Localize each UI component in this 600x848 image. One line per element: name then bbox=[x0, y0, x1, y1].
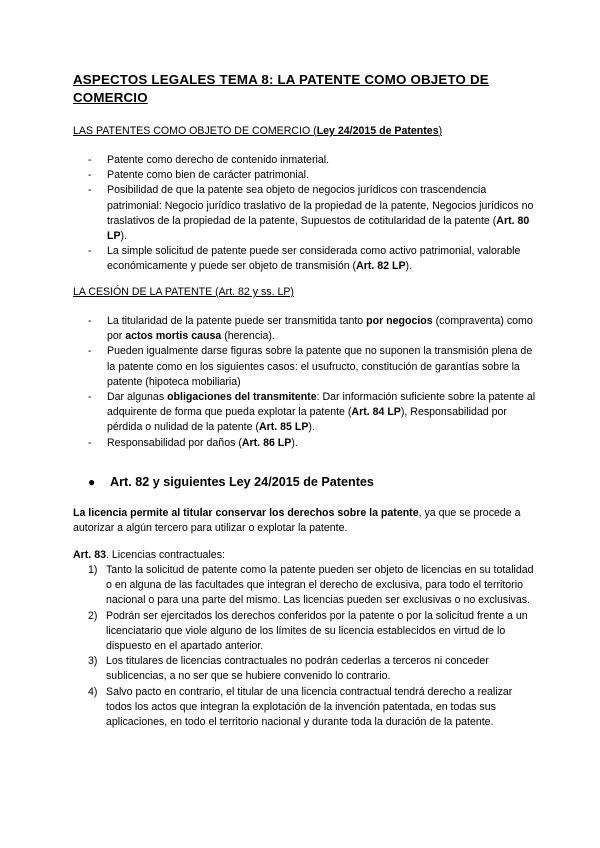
list-item-text: Dar algunas bbox=[107, 391, 168, 404]
list-item bbox=[88, 244, 538, 274]
article-ref: Art. 80 LP bbox=[107, 214, 530, 243]
list-item bbox=[88, 168, 538, 183]
list-item-text: ). bbox=[405, 260, 413, 273]
list-item-text: ). bbox=[291, 436, 298, 449]
list-item-text: La simple solicitud de patente puede ser considerada como activo patrimonial, valorable económicamente y puede ser objeto de transmisión ( bbox=[107, 245, 521, 273]
bold-term: obligaciones del transmitente bbox=[167, 391, 317, 404]
list-item-text: Patente como bien de carácter patrimonial. bbox=[107, 169, 309, 182]
article-ref: Art. 82 LP bbox=[356, 260, 406, 273]
numbered-item bbox=[88, 685, 538, 731]
numbered-item-text: Los titulares de licencias contractuales no podrán cederlas a terceros ni conceder sublicencias, a no ser que se hubiere convenido lo contrario. bbox=[106, 655, 489, 683]
art83-label: Art. 83 bbox=[73, 549, 106, 561]
list-item-text: : Dar información suficiente sobre la patente al adquirente de forma que pueda explotar la patente ( bbox=[107, 391, 536, 419]
numbered-item-text: Salvo pacto en contrario, el titular de una licencia contractual tendrá derecho a realizar todos los actos que integran la explotación de la invención patentada, en todas sus aplicaciones, en todo el territorio nacional y durante toda la duración de la patente. bbox=[106, 685, 513, 729]
item-number: 4) bbox=[88, 685, 98, 698]
licence-bold: La licencia permite al titular conservar los derechos sobre la patente bbox=[73, 507, 419, 519]
section-heading-patents-commerce bbox=[73, 124, 442, 139]
licence-paragraph bbox=[73, 506, 528, 536]
numbered-item bbox=[88, 609, 538, 655]
bullet-dot-icon: ● bbox=[88, 475, 96, 489]
list-item-text: ). bbox=[308, 421, 315, 434]
list-item-text: Posibilidad de que la patente sea objeto de negocios jurídicos con trascendencia patrimonial: Negocio jurídico traslativo de la propiedad de la patente, Negocios jurídicos no traslativos de la propiedad de la patente, Supuestos de cotitularidad de la patente ( bbox=[107, 184, 534, 227]
list-item-text: Responsabilidad por daños ( bbox=[107, 436, 242, 449]
list-item-text: ). bbox=[120, 230, 128, 243]
list-item bbox=[88, 183, 538, 244]
list-item bbox=[88, 153, 538, 168]
section-heading-text: LAS PATENTES COMO OBJETO DE COMERCIO ( bbox=[73, 125, 317, 137]
item-number: 1) bbox=[88, 564, 98, 576]
item-number: 3) bbox=[88, 655, 98, 668]
list-item bbox=[88, 390, 538, 436]
bold-term: actos mortis causa bbox=[125, 330, 222, 343]
bullet-heading bbox=[88, 474, 374, 490]
numbered-item bbox=[88, 654, 538, 684]
section-heading-cession: LA CESIÓN DE LA PATENTE (Art. 82 y ss. LP) bbox=[73, 286, 294, 298]
patents-commerce-list bbox=[88, 153, 538, 275]
numbered-item-text: Tanto la solicitud de patente como la patente pueden ser objeto de licencias en su totalidad o en alguna de las facultades que integran el derecho de exclusiva, para todo el territorio nacional o para una parte del mismo. Las licencias pueden ser exclusivas o no exclusivas. bbox=[106, 564, 534, 607]
licence-text: , ya que se procede a autorizar a algún tercero para utilizar o explotar la patente. bbox=[73, 507, 521, 535]
numbered-item-text: Podrán ser ejercitados los derechos conferidos por la patente o por la solicitud frente a un licenciatario que viole alguno de los límites de su licencia establecidos en virtud de lo dispuesto en el apartado anterior. bbox=[106, 609, 528, 653]
list-item-text: (compraventa) como por bbox=[107, 315, 533, 343]
list-item bbox=[88, 344, 538, 390]
cession-list bbox=[88, 314, 538, 451]
list-item-text: La titularidad de la patente puede ser transmitida tanto bbox=[107, 315, 367, 327]
item-number: 2) bbox=[88, 609, 98, 622]
list-item-text: Pueden igualmente darse figuras sobre la patente que no suponen la transmisión plena de la patente como en los siguientes casos: el usufructo, constitución de garantías sobre la patente (hipoteca mobiliaria) bbox=[107, 345, 533, 388]
art83-heading bbox=[73, 548, 528, 563]
art83-text: . Licencias contractuales: bbox=[105, 549, 225, 561]
page-title: ASPECTOS LEGALES TEMA 8: LA PATENTE COMO OBJETO DE COMERCIO bbox=[73, 72, 489, 105]
article-ref: Art. 85 LP bbox=[258, 421, 309, 434]
list-item bbox=[88, 436, 538, 451]
numbered-item bbox=[88, 563, 538, 609]
list-item-text: ), Responsabilidad por pérdida o nulidad de la patente ( bbox=[107, 406, 507, 434]
art83-list bbox=[88, 563, 538, 730]
list-item-text: (herencia). bbox=[221, 330, 275, 343]
article-ref: Art. 86 LP bbox=[241, 436, 292, 449]
article-ref: Art. 84 LP bbox=[351, 406, 401, 419]
section-heading-end: ) bbox=[438, 125, 443, 137]
bold-term: por negocios bbox=[366, 315, 433, 327]
list-item-text: Patente como derecho de contenido inmaterial. bbox=[107, 154, 330, 166]
bullet-heading-text: Art. 82 y siguientes Ley 24/2015 de Patentes bbox=[110, 475, 374, 489]
list-item bbox=[88, 314, 538, 344]
section-heading-law: Ley 24/2015 de Patentes bbox=[316, 125, 439, 137]
